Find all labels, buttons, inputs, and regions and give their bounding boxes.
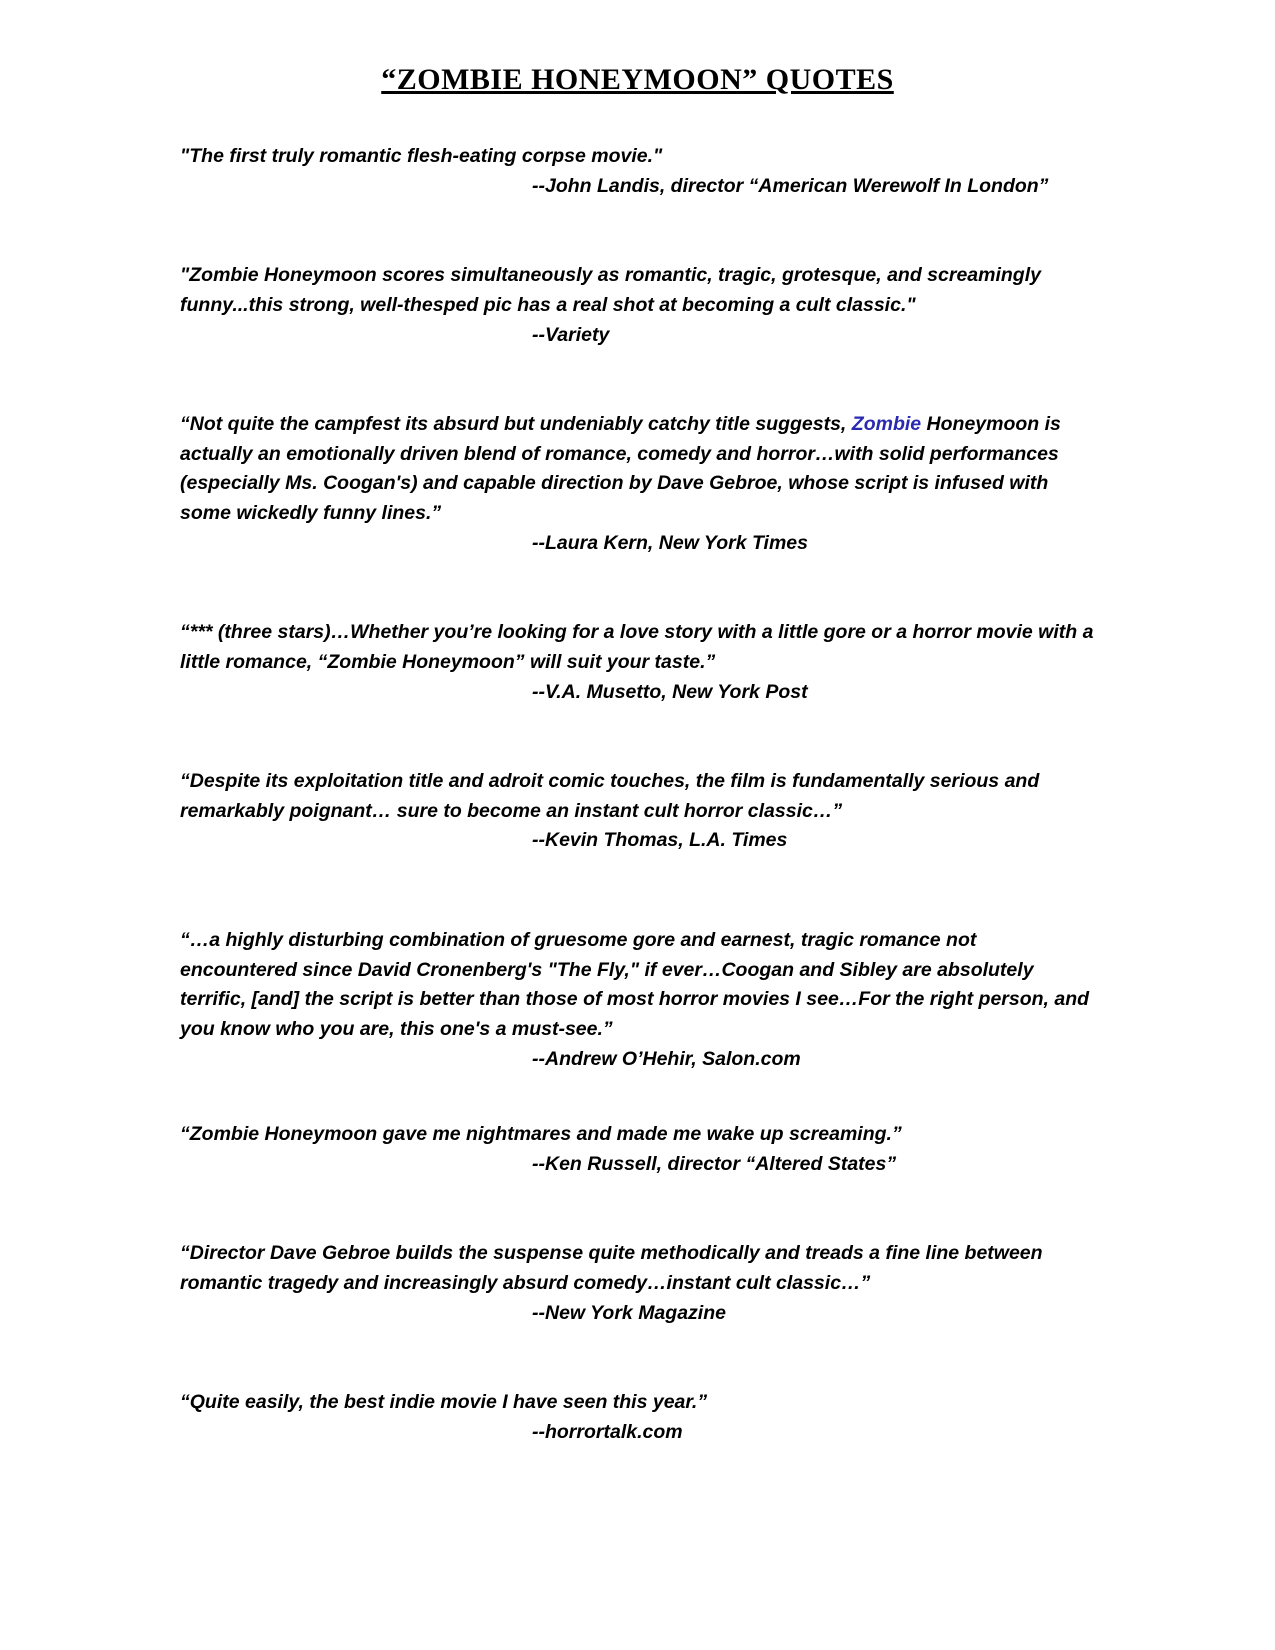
page-title: “ZOMBIE HONEYMOON” QUOTES [381, 63, 894, 96]
quote-attribution: --New York Magazine [532, 1301, 726, 1324]
quote-attribution: --Variety [532, 323, 610, 346]
quote-block-6 [180, 926, 1095, 1074]
quote-block-8 [180, 1239, 1095, 1328]
quote-text: “…a highly disturbing combination of gruesome gore and earnest, tragic romance not encountered since David Cronenberg's "The Fly," if ever…Coogan and Sibley are absolutely terrific, [and] the script is better than those of most horror movies I see…For the right person, and you know who you are, this one's a must-see.” [180, 929, 1090, 1040]
quote-attribution: --Laura Kern, New York Times [532, 531, 808, 554]
quote-text: “Zombie Honeymoon gave me nightmares and made me wake up screaming.” [180, 1123, 902, 1146]
quote-attribution: --Kevin Thomas, L.A. Times [532, 829, 788, 852]
quote-block-5 [180, 767, 1095, 856]
quote-text: "Zombie Honeymoon scores simultaneously as romantic, tragic, grotesque, and screamingly funny...this strong, well-thesped pic has a real shot at becoming a cult classic." [180, 264, 1041, 316]
quote-attribution: --Andrew O’Hehir, Salon.com [532, 1047, 801, 1070]
quote-attribution: --John Landis, director “American Werewolf In London” [532, 174, 1049, 197]
quote-text: “Director Dave Gebroe builds the suspense quite methodically and treads a fine line between romantic tragedy and increasingly absurd comedy…instant cult classic…” [180, 1242, 1043, 1294]
quote-attribution: --V.A. Musetto, New York Post [532, 680, 808, 703]
quote-text [180, 410, 1095, 529]
quote-attribution: --Ken Russell, director “Altered States” [532, 1152, 897, 1175]
quote-block-1 [180, 142, 1095, 201]
quote-block-9 [180, 1388, 1095, 1447]
quote-text-before-link: “Not quite the campfest its absurd but undeniably catchy title suggests, [180, 413, 852, 436]
quote-block-2 [180, 261, 1095, 350]
quote-block-3 [180, 410, 1095, 558]
quote-block-4 [180, 618, 1095, 707]
quote-text-after-link: Honeymoon is actually an emotionally driven blend of romance, comedy and horror…with solid performances (especially Ms. Coogan's) and capable direction by Dave Gebroe, whose script is infused with some wickedly funny lines.” [180, 413, 1061, 524]
quote-attribution: --horrortalk.com [532, 1420, 683, 1443]
quote-text: "The first truly romantic flesh-eating corpse movie." [180, 145, 663, 167]
quote-text: “Despite its exploitation title and adroit comic touches, the film is fundamentally serious and remarkably poignant… sure to become an instant cult horror classic…” [180, 770, 1040, 822]
quote-text: “*** (three stars)…Whether you’re looking for a love story with a little gore or a horror movie with a little romance, “Zombie Honeymoon” will suit your taste.” [180, 621, 1094, 673]
quote-block-7 [180, 1120, 1095, 1179]
quote-text: “Quite easily, the best indie movie I have seen this year.” [180, 1391, 708, 1414]
zombie-link[interactable]: Zombie [851, 413, 922, 436]
